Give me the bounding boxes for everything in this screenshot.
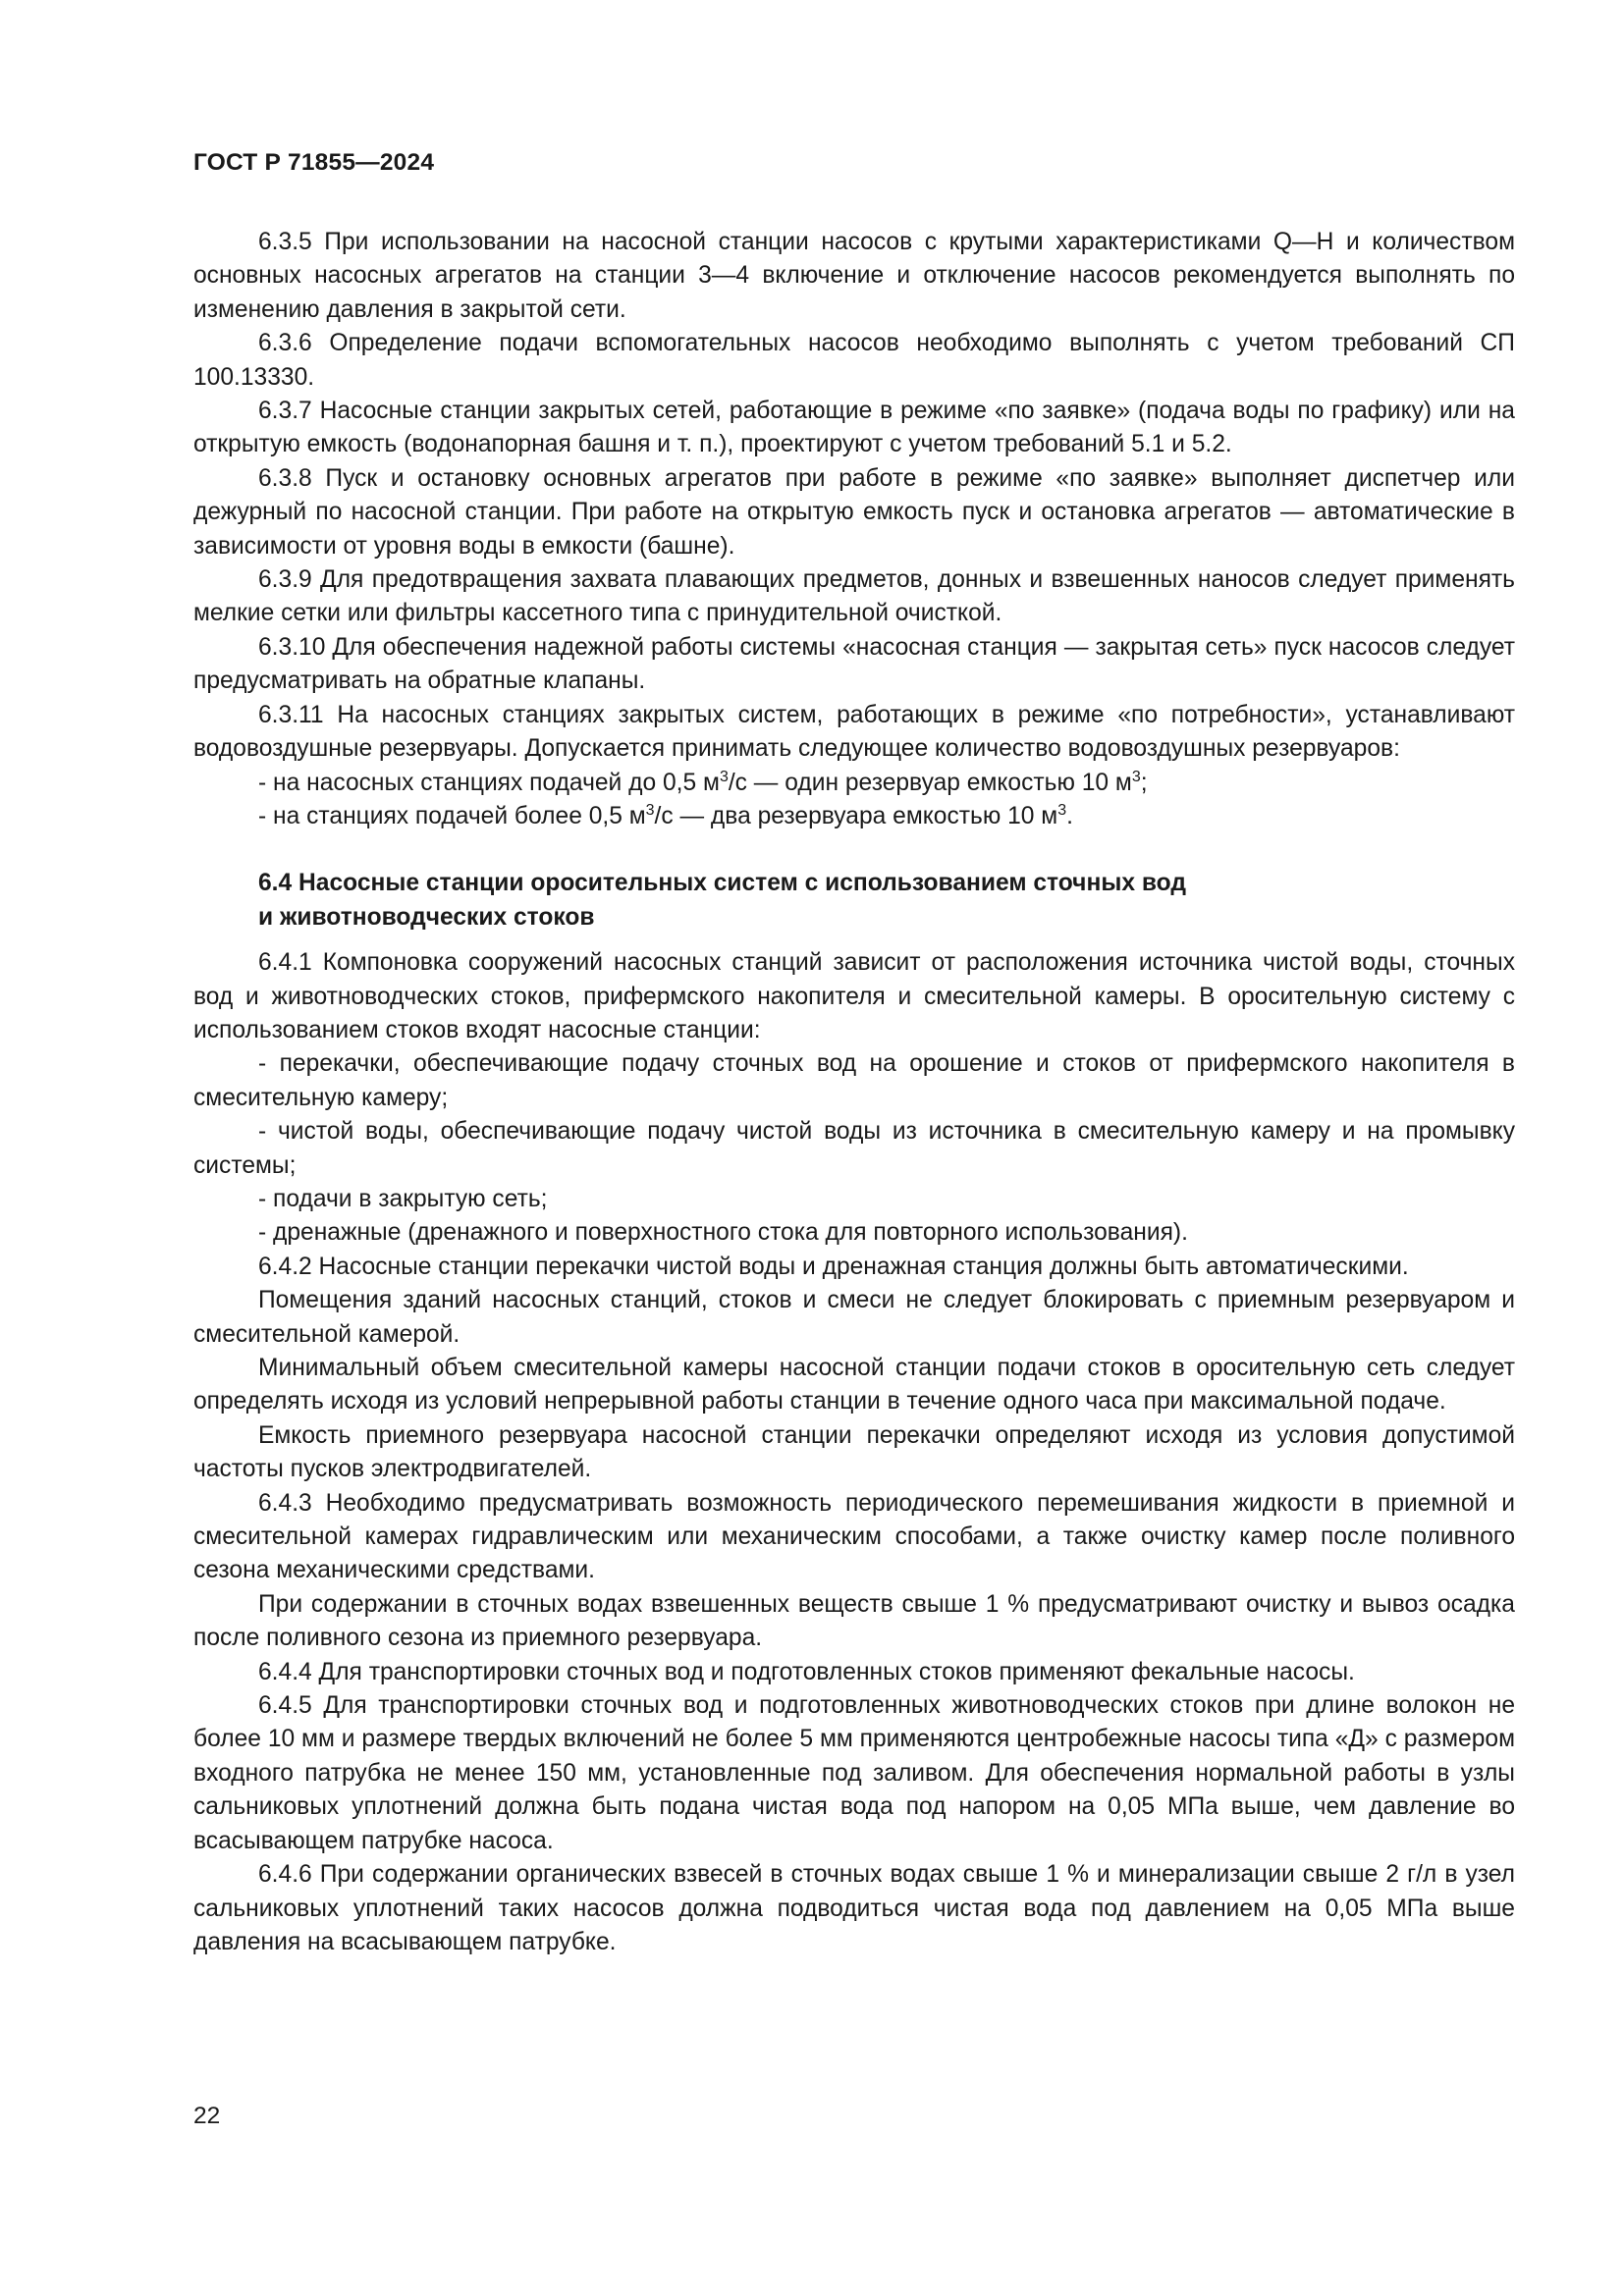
paragraph: При содержании в сточных водах взвешенных веществ свыше 1 % предусматривают очистку и вывоз осадка после поливного сезона из приемного резервуара. — [193, 1590, 1515, 1652]
paragraph-6-4-2: 6.4.2 Насосные станции перекачки чистой воды и дренажная станция должны быть автоматическими. — [258, 1253, 1409, 1280]
paragraph-6-3-10: 6.3.10 Для обеспечения надежной работы системы «насосная станция — закрытая сеть» пуск насосов следует предусматривать на обратные клапаны. — [193, 633, 1515, 695]
paragraph: Минимальный объем смесительной камеры насосной станции подачи стоков в оросительную сеть следует определять исходя из условий непрерывной работы станции в течение одного часа при максимальной подаче. — [193, 1355, 1515, 1415]
paragraph-6-3-7: 6.3.7 Насосные станции закрытых сетей, работающие в режиме «по заявке» (подача воды по графику) или на открытую емкость (водонапорная башня и т. п.), проектируют с учетом требований 5.1 и 5.2. — [193, 398, 1515, 458]
section-heading-6-4: 6.4 Насосные станции оросительных систем с использованием сточных вод и животноводческих стоков — [258, 870, 1186, 931]
paragraph-6-4-4: 6.4.4 Для транспортировки сточных вод и подготовленных стоков применяют фекальные насосы. — [258, 1658, 1355, 1685]
page-number: 22 — [193, 2103, 221, 2129]
paragraph-6-4-3: 6.4.3 Необходимо предусматривать возможность периодического перемешивания жидкости в приемной и смесительной камерах гидравлическим или механическим способами, а также очистку камер после поливного сезона механическими средствами. — [193, 1489, 1515, 1584]
paragraph: Емкость приемного резервуара насосной станции перекачки определяют исходя из условия допустимой частоты пусков электродвигателей. — [193, 1421, 1515, 1483]
document-body — [193, 226, 1515, 1959]
paragraph-6-3-8: 6.3.8 Пуск и остановку основных агрегатов при работе в режиме «по заявке» выполняет диспетчер или дежурный по насосной станции. При работе на открытую емкость пуск и остановка агрегатов — автоматические в зависимости от уровня воды в емкости (башне). — [193, 464, 1515, 560]
paragraph-6-4-1: 6.4.1 Компоновка сооружений насосных станций зависит от расположения источника чистой воды, сточных вод и животноводческих стоков, прифермского накопителя и смесительной камеры. В оросительную систему с использованием стоков входят насосные станции: — [193, 949, 1515, 1043]
list-item: - перекачки, обеспечивающие подачу сточных вод на орошение и стоков от прифермского накопителя в смесительную камеру; — [193, 1050, 1515, 1111]
paragraph-6-4-5: 6.4.5 Для транспортировки сточных вод и подготовленных животноводческих стоков при длине волокон не более 10 мм и размере твердых включений не более 5 мм применяются центробежные насосы типа «Д» с размером входного патрубка не менее 150 мм, установленные под заливом. Для обеспечения нормальной работы в узлы сальниковых уплотнений должна быть подана чистая вода под напором на 0,05 МПа выше, чем давление во всасывающем патрубке насоса. — [193, 1692, 1515, 1854]
paragraph-6-3-9: 6.3.9 Для предотвращения захвата плавающих предметов, донных и взвешенных наносов следует применять мелкие сетки или фильтры кассетного типа с принудительной очисткой. — [193, 566, 1515, 627]
paragraph-6-4-6: 6.4.6 При содержании органических взвесей в сточных водах свыше 1 % и минерализации свыше 2 г/л в узел сальниковых уплотнений таких насосов должна подводиться чистая вода под давлением на 0,05 МПа выше давления на всасывающем патрубке. — [193, 1861, 1515, 1955]
list-item: - дренажные (дренажного и поверхностного стока для повторного использования). — [258, 1219, 1188, 1247]
paragraph-6-3-11: 6.3.11 На насосных станциях закрытых систем, работающих в режиме «по потребности», устанавливают водовоздушные резервуары. Допускается принимать следующее количество водовоздушных резервуаров: — [193, 701, 1515, 763]
paragraph-6-3-6: 6.3.6 Определение подачи вспомогательных насосов необходимо выполнять с учетом требований СП 100.13330. — [193, 330, 1515, 391]
list-item: - чистой воды, обеспечивающие подачу чистой воды из источника в смесительную камеру и на промывку системы; — [193, 1118, 1515, 1179]
document-header: ГОСТ Р 71855—2024 — [193, 149, 435, 176]
list-item: - подачи в закрытую сеть; — [258, 1185, 548, 1212]
paragraph-6-3-5: 6.3.5 При использовании на насосной станции насосов с крутыми характеристиками Q—H и количеством основных насосных агрегатов на станции 3—4 включение и отключение насосов рекомендуется выполнять по изменению давления в закрытой сети. — [193, 229, 1515, 323]
list-item: - на станциях подачей более 0,5 $м^3/с$ — два резервуара емкостью 10 $м^3$. — [258, 801, 1073, 829]
paragraph: Помещения зданий насосных станций, стоков и смеси не следует блокировать с приемным резервуаром и смесительной камерой. — [193, 1287, 1515, 1348]
list-item: - на насосных станциях подачей до 0,5 $м^3/с$ — один резервуар емкостью 10 $м^3$; — [258, 768, 1148, 796]
